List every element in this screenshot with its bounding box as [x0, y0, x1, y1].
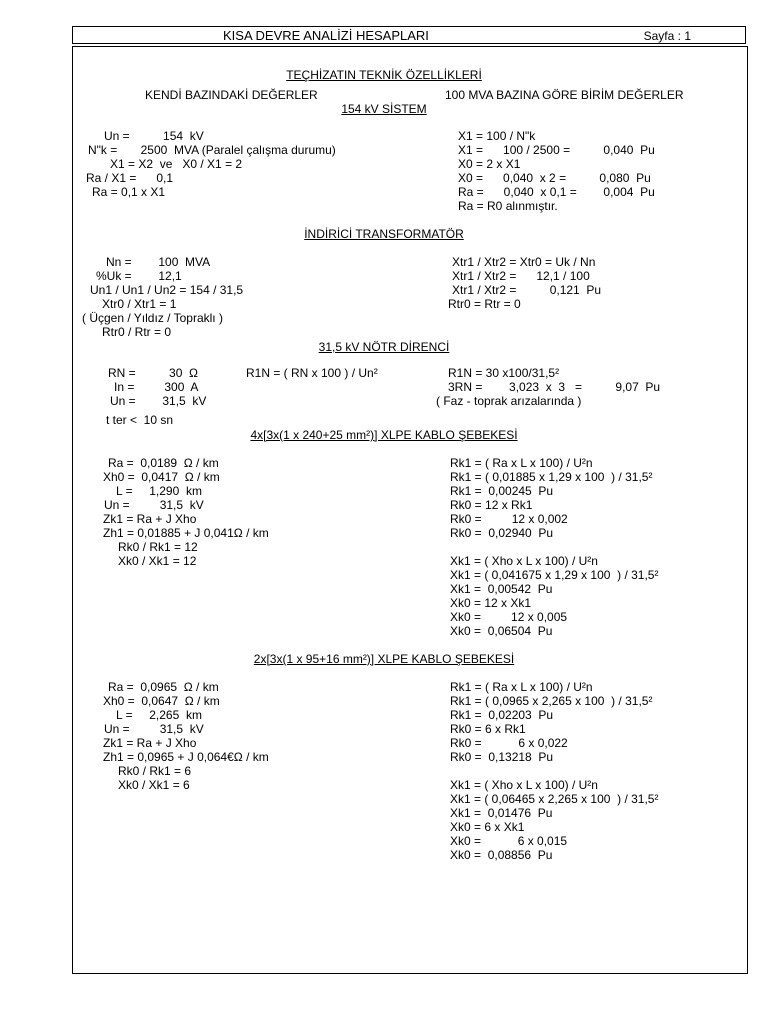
cable2-left-line: Un = 31,5 kV	[104, 722, 204, 736]
cable1-left-line: Xk0 / Xk1 = 12	[118, 554, 197, 568]
cable2-r-line: Rk0 = 6 x Rk1	[450, 722, 526, 736]
cable2-r-line: Rk1 = 0,02203 Pu	[450, 708, 554, 722]
cable2-x-line: Xk1 = ( Xho x L x 100) / U²n	[450, 778, 598, 792]
neutral-formula: R1N = ( RN x 100 ) / Un²	[246, 366, 378, 380]
cable2-r-line: Rk1 = ( 0,0965 x 2,265 x 100 ) / 31,5²	[450, 694, 653, 708]
system-left-line: Ra / X1 = 0,1	[86, 171, 174, 185]
cable1-left-line: Zk1 = Ra + J Xho	[103, 512, 197, 526]
transformer-title: İNDİRİCİ TRANSFORMATÖR	[304, 227, 464, 241]
system-left-line: X1 = X2 ve X0 / X1 = 2	[110, 157, 243, 171]
trafo-left-line: Xtr0 / Xtr1 = 1	[102, 297, 177, 311]
cable2-x-line: Xk1 = ( 0,06465 x 2,265 x 100 ) / 31,5²	[450, 792, 659, 806]
neutral-right-line: 3RN = 3,023 x 3 = 9,07 Pu	[448, 380, 661, 394]
cable1-left-line: L = 1,290 km	[116, 484, 202, 498]
cable2-left-line: Rk0 / Rk1 = 6	[118, 764, 192, 778]
mva-base-heading: 100 MVA BAZINA GÖRE BİRİM DEĞERLER	[445, 88, 684, 102]
system-left-line: Un = 154 kV	[104, 129, 204, 143]
cable1-r-line: Rk0 = 12 x 0,002	[450, 512, 568, 526]
neutral-left-line: RN = 30 Ω	[108, 366, 198, 380]
system-right-line: X0 = 2 x X1	[458, 157, 521, 171]
cable1-left-line: Xh0 = 0,0417 Ω / km	[103, 470, 220, 484]
cable2-x-line: Xk0 = 6 x Xk1	[450, 820, 525, 834]
cable2-r-line: Rk1 = ( Ra x L x 100) / U²n	[450, 680, 593, 694]
own-base-heading: KENDİ BAZINDAKİ DEĞERLER	[145, 88, 318, 102]
cable2-r-line: Rk0 = 0,13218 Pu	[450, 750, 554, 764]
system-left-line: N"k = 2500 MVA (Paralel çalışma durumu)	[88, 143, 336, 157]
system-right-line: X1 = 100 / 2500 = 0,040 Pu	[458, 143, 655, 157]
trafo-left-line: ( Üçgen / Yıldız / Topraklı )	[82, 311, 223, 325]
system-right-line: Ra = R0 alınmıştır.	[458, 199, 558, 213]
cable1-title: 4x[3x(1 x 240+25 mm²)] XLPE KABLO ŞEBEKESİ	[250, 428, 518, 442]
page-number: Sayfa : 1	[643, 29, 691, 43]
neutral-left-line: In = 300 A	[114, 380, 199, 394]
cable1-r-line: Rk1 = ( Ra x L x 100) / U²n	[450, 456, 593, 470]
trafo-left-line: Rtr0 / Rtr = 0	[102, 325, 172, 339]
neutral-left-line: t ter < 10 sn	[106, 413, 174, 427]
cable1-r-line: Rk0 = 12 x Rk1	[450, 498, 533, 512]
system-title: 154 kV SİSTEM	[341, 102, 427, 116]
cable1-x-line: Xk0 = 12 x 0,005	[450, 610, 568, 624]
system-right-line: X1 = 100 / N"k	[458, 129, 536, 143]
cable2-x-line: Xk0 = 0,08856 Pu	[450, 848, 553, 862]
cable1-r-line: Rk1 = 0,00245 Pu	[450, 484, 554, 498]
trafo-left-line: %Uk = 12,1	[96, 269, 182, 283]
trafo-right-line: Xtr1 / Xtr2 = 12,1 / 100	[452, 269, 590, 283]
neutral-left-line: Un = 31,5 kV	[110, 394, 207, 408]
cable1-left-line: Un = 31,5 kV	[104, 498, 204, 512]
cable1-r-line: Rk1 = ( 0,01885 x 1,29 x 100 ) / 31,5²	[450, 470, 653, 484]
neutral-title: 31,5 kV NÖTR DİRENCİ	[318, 340, 450, 354]
trafo-right-line: Xtr1 / Xtr2 = Xtr0 = Uk / Nn	[452, 255, 596, 269]
cable2-left-line: Zk1 = Ra + J Xho	[103, 736, 197, 750]
cable2-x-line: Xk0 = 6 x 0,015	[450, 834, 568, 848]
system-left-line: Ra = 0,1 x X1	[92, 185, 166, 199]
cable2-r-line: Rk0 = 6 x 0,022	[450, 736, 568, 750]
cable1-x-line: Xk0 = 12 x Xk1	[450, 596, 532, 610]
system-right-line: Ra = 0,040 x 0,1 = 0,004 Pu	[458, 185, 655, 199]
cable1-left-line: Rk0 / Rk1 = 12	[118, 540, 198, 554]
cable1-left-line: Zh1 = 0,01885 + J 0,041Ω / km	[103, 526, 269, 540]
page-header	[72, 26, 746, 44]
neutral-right-line: R1N = 30 x100/31,5²	[448, 366, 560, 380]
trafo-right-line: Rtr0 = Rtr = 0	[448, 297, 521, 311]
cable2-left-line: Zh1 = 0,0965 + J 0,064€Ω / km	[103, 750, 269, 764]
cable2-left-line: L = 2,265 km	[116, 708, 202, 722]
document-title: KISA DEVRE ANALİZİ HESAPLARI	[223, 28, 429, 43]
cable1-x-line: Xk1 = 0,00542 Pu	[450, 582, 553, 596]
trafo-left-line: Un1 / Un1 / Un2 = 154 / 31,5	[90, 283, 244, 297]
cable2-left-line: Xh0 = 0,0647 Ω / km	[103, 694, 220, 708]
cable2-x-line: Xk1 = 0,01476 Pu	[450, 806, 553, 820]
neutral-right-line: ( Faz - toprak arızalarında )	[436, 394, 582, 408]
cable2-left-line: Ra = 0,0965 Ω / km	[108, 680, 219, 694]
system-right-line: X0 = 0,040 x 2 = 0,080 Pu	[458, 171, 651, 185]
cable2-left-line: Xk0 / Xk1 = 6	[118, 778, 190, 792]
cable1-x-line: Xk1 = ( Xho x L x 100) / U²n	[450, 554, 598, 568]
trafo-left-line: Nn = 100 MVA	[106, 255, 211, 269]
cable1-x-line: Xk1 = ( 0,041675 x 1,29 x 100 ) / 31,5²	[450, 568, 659, 582]
cable1-r-line: Rk0 = 0,02940 Pu	[450, 526, 554, 540]
specs-title: TEÇHİZATIN TEKNİK ÖZELLİKLERİ	[286, 68, 482, 82]
cable1-x-line: Xk0 = 0,06504 Pu	[450, 624, 553, 638]
cable1-left-line: Ra = 0,0189 Ω / km	[108, 456, 219, 470]
cable2-title: 2x[3x(1 x 95+16 mm²)] XLPE KABLO ŞEBEKESİ	[253, 652, 515, 666]
trafo-right-line: Xtr1 / Xtr2 = 0,121 Pu	[452, 283, 602, 297]
